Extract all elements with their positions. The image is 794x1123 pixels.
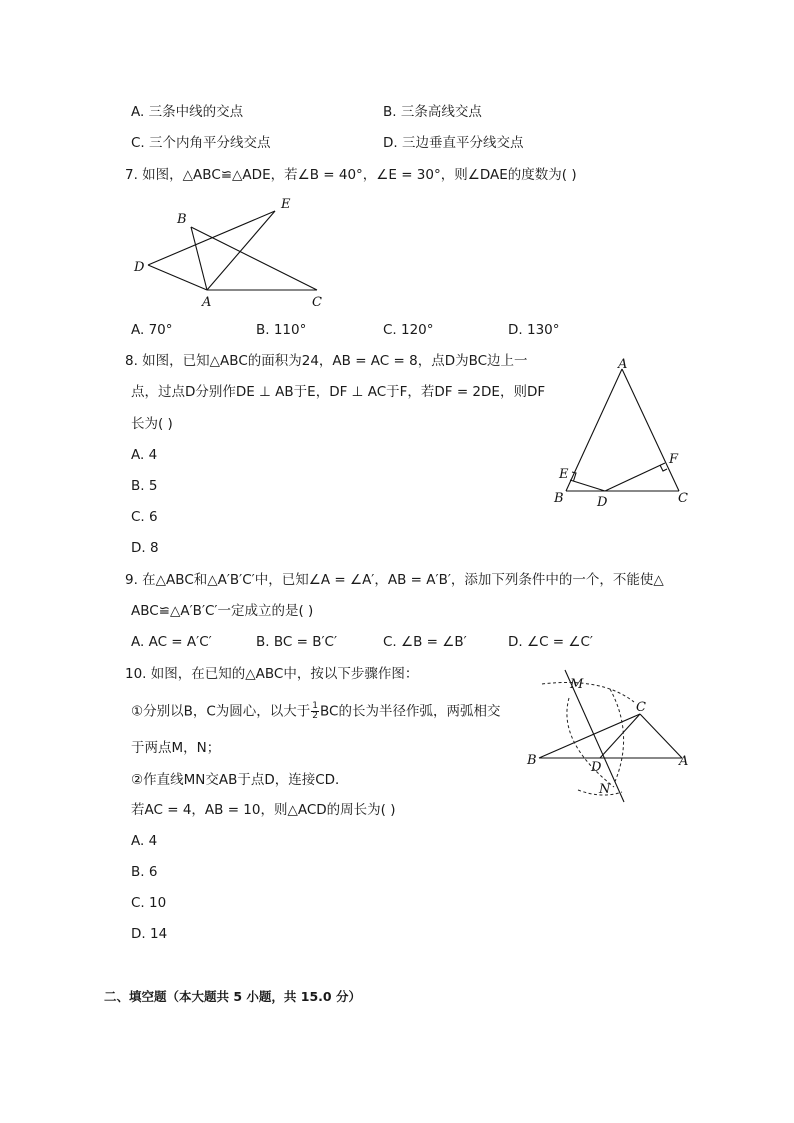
q7-label-e: E bbox=[281, 197, 291, 212]
q9-option-b: B. BC = B′C′ bbox=[256, 634, 338, 650]
q10-label-b: B bbox=[527, 753, 537, 768]
q7-option-d: D. 130° bbox=[508, 322, 560, 338]
q8-option-c: C. 6 bbox=[131, 509, 158, 525]
q10-step2: ②作直线MN交AB于点D，连接CD． bbox=[131, 772, 349, 788]
q10-option-a: A. 4 bbox=[131, 833, 158, 849]
q8-line3: 长为( ) bbox=[131, 416, 173, 432]
q6-option-c: C. 三个内角平分线交点 bbox=[131, 135, 271, 151]
q10-label-m: M bbox=[570, 677, 584, 692]
q6-option-a: A. 三条中线的交点 bbox=[131, 104, 244, 120]
q9-line1: 9. 在△ABC和△A′B′C′中，已知∠A = ∠A′，AB = A′B′，添加下列条件中的一个，不能使△ bbox=[125, 572, 664, 588]
q8-figure bbox=[548, 352, 698, 514]
q8-label-d: D bbox=[597, 495, 608, 510]
q10-label-a: A bbox=[679, 754, 689, 769]
q10-option-b: B. 6 bbox=[131, 864, 158, 880]
q8-option-d: D. 8 bbox=[131, 540, 159, 556]
q10-step1-post: BC的长为半径作弧，两弧相交 bbox=[320, 703, 501, 720]
q7-label-b: B bbox=[177, 212, 187, 227]
q10-step1-pre: ①分别以B，C为圆心，以大于 bbox=[131, 703, 311, 720]
section2-title: 二、填空题（本大题共 5 小题，共 15.0 分） bbox=[104, 989, 361, 1004]
q6-option-d: D. 三边垂直平分线交点 bbox=[383, 135, 524, 151]
q7-option-b: B. 110° bbox=[256, 322, 307, 338]
q10-label-d: D bbox=[591, 760, 602, 775]
q8-label-a: A bbox=[618, 357, 628, 372]
q10-option-d: D. 14 bbox=[131, 926, 168, 942]
q10-line1: 10. 如图，在已知的△ABC中，按以下步骤作图： bbox=[125, 666, 419, 682]
q7-stem: 7. 如图，△ABC≌△ADE，若∠B = 40°，∠E = 30°，则∠DAE的度数为( ) bbox=[125, 167, 577, 183]
q10-option-c: C. 10 bbox=[131, 895, 167, 911]
q7-label-d: D bbox=[134, 260, 145, 275]
q9-option-c: C. ∠B = ∠B′ bbox=[383, 634, 467, 650]
q10-step1 bbox=[131, 702, 500, 721]
q8-label-c: C bbox=[678, 491, 688, 506]
q8-line2: 点，过点D分别作DE ⊥ AB于E，DF ⊥ AC于F，若DF = 2DE，则DF bbox=[131, 384, 546, 400]
q10-label-n: N bbox=[599, 782, 611, 797]
q10-condition: 若AC = 4，AB = 10，则△ACD的周长为( ) bbox=[131, 802, 396, 818]
q10-step1-cont: 于两点M，N； bbox=[131, 740, 221, 756]
q8-line1: 8. 如图，已知△ABC的面积为24，AB = AC = 8，点D为BC边上一 bbox=[125, 353, 528, 369]
q10-fraction bbox=[311, 702, 319, 721]
q10-frac-num: 1 bbox=[312, 701, 319, 711]
q8-option-b: B. 5 bbox=[131, 478, 158, 494]
q8-label-e: E bbox=[559, 467, 569, 482]
q10-figure bbox=[522, 662, 694, 810]
q8-label-b: B bbox=[554, 491, 564, 506]
q9-option-a: A. AC = A′C′ bbox=[131, 634, 212, 650]
q7-figure bbox=[125, 193, 335, 313]
q9-option-d: D. ∠C = ∠C′ bbox=[508, 634, 593, 650]
q10-label-c: C bbox=[636, 700, 646, 715]
q9-line2: ABC≌△A′B′C′一定成立的是( ) bbox=[131, 603, 314, 619]
q7-option-c: C. 120° bbox=[383, 322, 434, 338]
q8-option-a: A. 4 bbox=[131, 447, 158, 463]
q7-label-c: C bbox=[312, 295, 322, 310]
q7-label-a: A bbox=[202, 295, 212, 310]
q10-frac-den: 2 bbox=[312, 711, 319, 721]
q6-option-b: B. 三条高线交点 bbox=[383, 104, 482, 120]
q8-label-f: F bbox=[669, 452, 679, 467]
q7-option-a: A. 70° bbox=[131, 322, 173, 338]
